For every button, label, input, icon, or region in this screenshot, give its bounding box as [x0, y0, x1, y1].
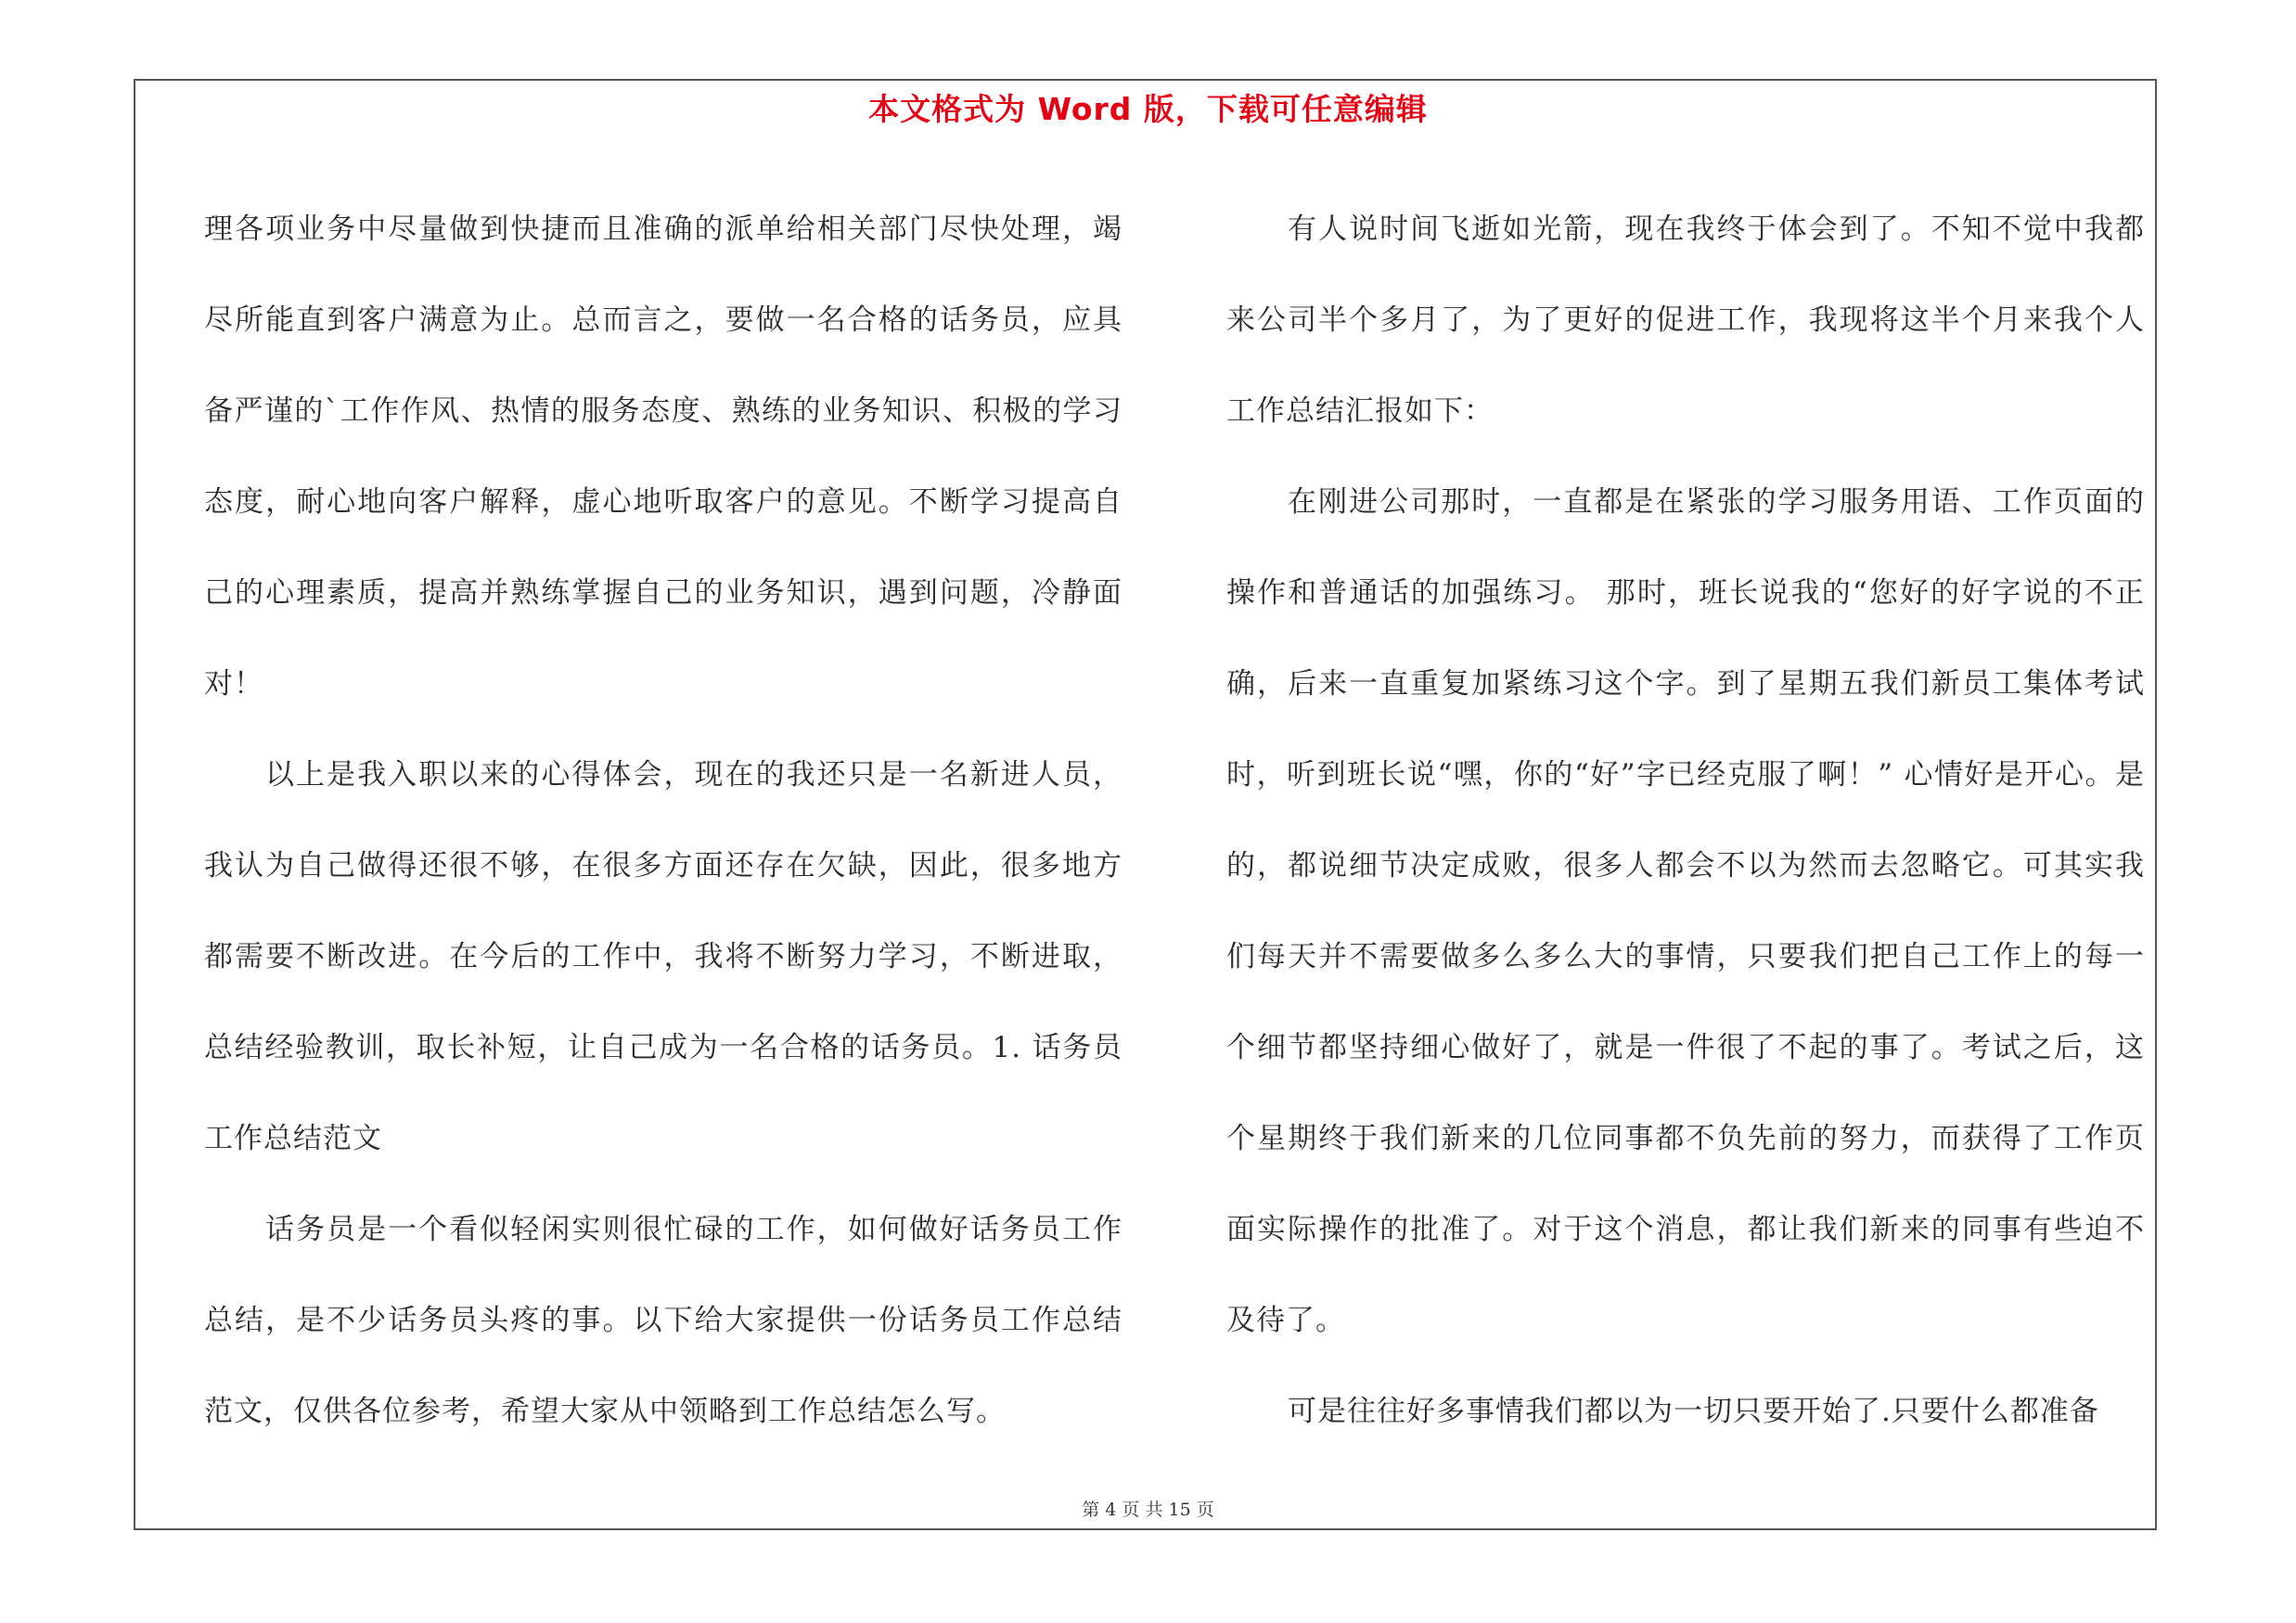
paragraph: 话务员是一个看似轻闲实则很忙碌的工作，如何做好话务员工作总结，是不少话务员头疼的事。以下给大家提供一份话务员工作总结范文，仅供各位参考，希望大家从中领略到工作总结怎么写。: [204, 1213, 1122, 1428]
format-notice-banner: 本文格式为 Word 版，下载可任意编辑: [868, 91, 1428, 127]
page-number-footer: 第 4 页 共 15 页: [1082, 1500, 1214, 1520]
left-text-column: [204, 184, 1122, 1457]
paragraph: 可是往往好多事情我们都以为一切只要开始了.只要什么都准备: [1288, 1395, 2099, 1428]
paragraph: 以上是我入职以来的心得体会，现在的我还只是一名新进人员，我认为自己做得还很不够，在很多方面还存在欠缺，因此，很多地方都需要不断改进。在今后的工作中，我将不断努力学习，不断进取，总结经验教训，取长补短，让自己成为一名合格的话务员。1. 话务员工作总结范文: [204, 758, 1122, 1155]
right-text-column: [1226, 184, 2145, 1457]
paragraph: 在刚进公司那时，一直都是在紧张的学习服务用语、工作页面的操作和普通话的加强练习。 那时，班长说我的“您好的好字说的不正确，后来一直重复加紧练习这个字。到了星期五我们新员工集体考试时，听到班长说“嘿，你的“好”字已经克服了啊！” 心情好是开心。是的，都说细节决定成败，很多人都会不以为然而去忽略它。可其实我们每天并不需要做多么多么大的事情，只要我们把自己工作上的每一个细节都坚持细心做好了，就是一件很了不起的事了。考试之后，这个星期终于我们新来的几位同事都不负先前的努力，而获得了工作页面实际操作的批准了。对于这个消息，都让我们新来的同事有些迫不及待了。: [1226, 485, 2145, 1337]
paragraph: 有人说时间飞逝如光箭，现在我终于体会到了。不知不觉中我都来公司半个多月了，为了更好的促进工作，我现将这半个月来我个人工作总结汇报如下：: [1226, 213, 2145, 428]
paragraph-continuation: 理各项业务中尽量做到快捷而且准确的派单给相关部门尽快处理，竭尽所能直到客户满意为止。总而言之，要做一名合格的话务员，应具备严谨的`工作作风、热情的服务态度、熟练的业务知识、积极的学习态度，耐心地向客户解释，虚心地听取客户的意见。不断学习提高自己的心理素质，提高并熟练掌握自己的业务知识，遇到问题，冷静面对！: [204, 213, 1122, 701]
